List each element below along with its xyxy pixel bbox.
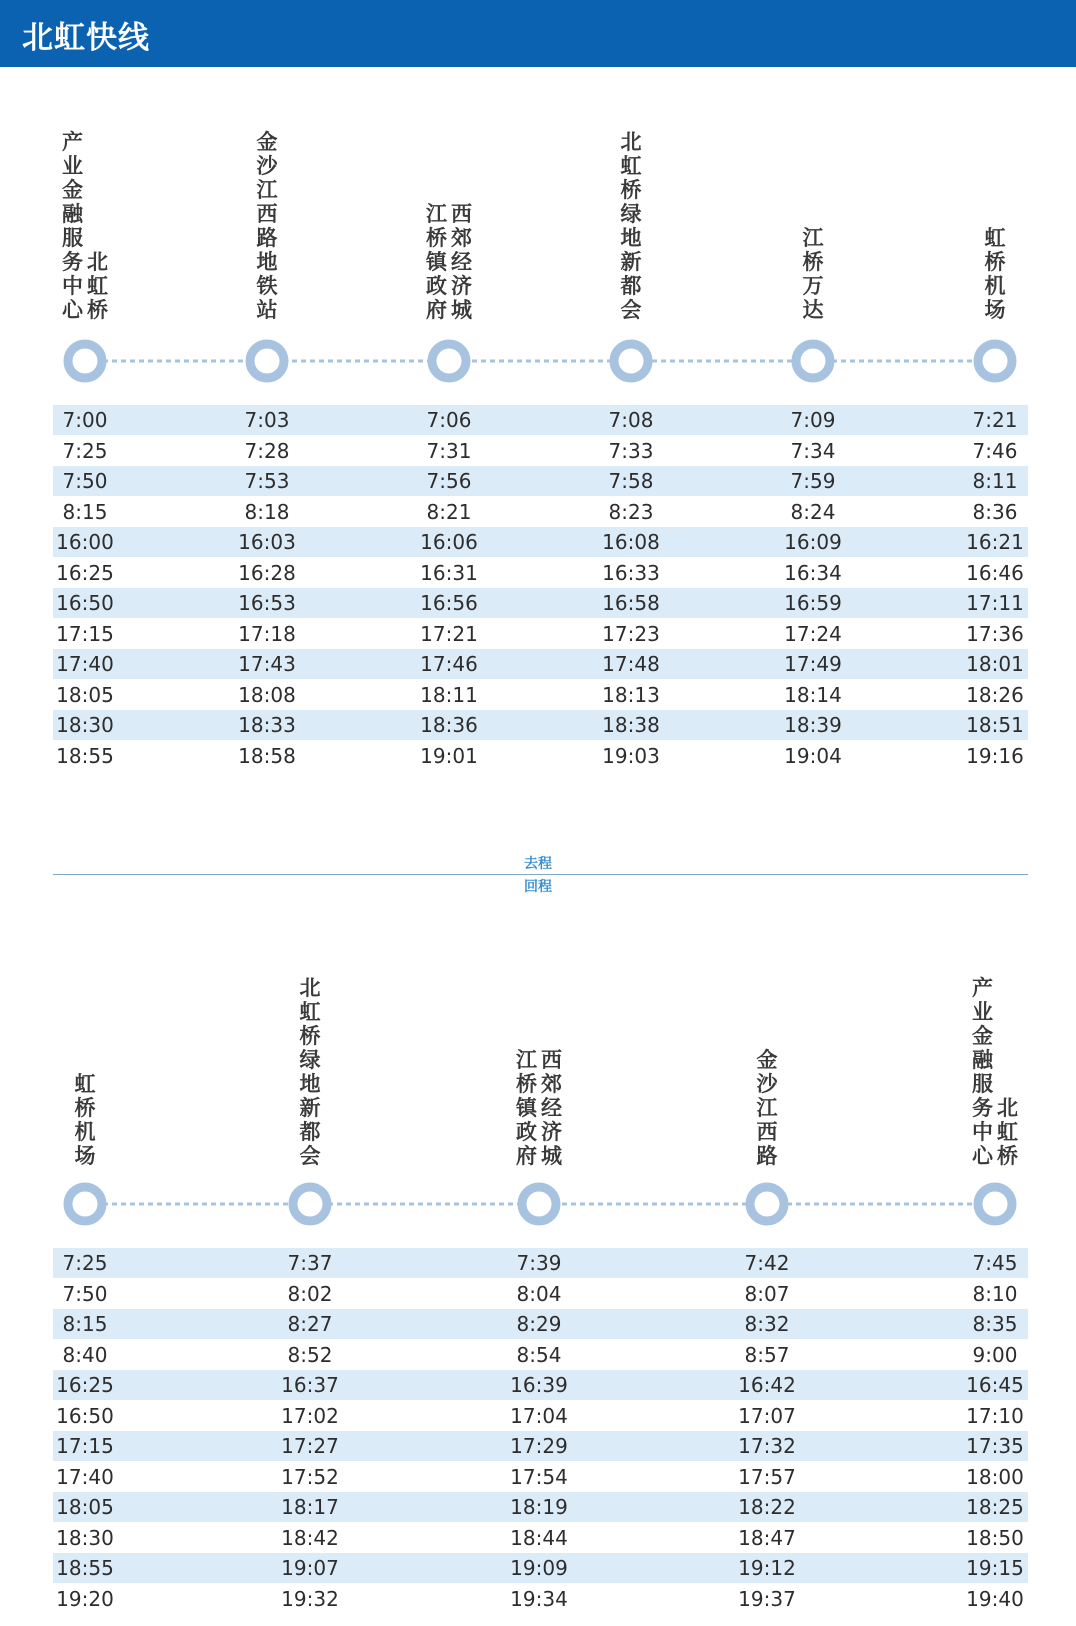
station-name-column: 产 业 金 融 服 务 中 心 <box>972 976 993 1168</box>
time-cell: 16:42 <box>738 1373 796 1397</box>
station-dot <box>750 1187 784 1221</box>
time-cell: 18:33 <box>238 713 296 737</box>
time-cell: 19:20 <box>56 1586 114 1611</box>
time-cell: 16:09 <box>784 530 842 554</box>
time-cell: 16:53 <box>238 591 296 615</box>
time-cell: 8:15 <box>62 1312 108 1336</box>
time-cell: 16:25 <box>56 560 114 585</box>
time-cell: 7:00 <box>62 408 108 432</box>
time-cell: 17:24 <box>784 621 842 646</box>
time-cell: 16:58 <box>602 591 660 615</box>
table-row <box>53 1340 1028 1370</box>
time-cell: 17:54 <box>510 1464 568 1489</box>
time-cell: 16:37 <box>281 1373 339 1397</box>
time-cell: 18:05 <box>56 1495 114 1519</box>
time-cell: 16:39 <box>510 1373 568 1397</box>
time-cell: 18:00 <box>966 1464 1024 1489</box>
time-cell: 7:08 <box>608 408 654 432</box>
station-name-column: 产 业 金 融 服 务 中 心 <box>62 130 83 322</box>
time-cell: 8:52 <box>287 1342 333 1367</box>
station-name-column: 虹 桥 机 场 <box>74 1072 96 1168</box>
time-cell: 8:21 <box>426 499 472 524</box>
station-name-column: 江 桥 镇 政 府 <box>426 202 447 322</box>
time-cell: 18:51 <box>966 713 1024 737</box>
time-cell: 18:01 <box>966 652 1024 676</box>
station-dot <box>522 1187 556 1221</box>
time-cell: 8:32 <box>744 1312 790 1336</box>
time-cell: 18:38 <box>602 713 660 737</box>
time-cell: 7:31 <box>426 438 472 463</box>
time-cell: 7:34 <box>790 438 836 463</box>
time-cell: 19:40 <box>966 1586 1024 1611</box>
table-row <box>53 1462 1028 1492</box>
station-name-column: 北 虹 桥 绿 地 新 都 会 <box>299 976 321 1168</box>
time-cell: 7:42 <box>744 1251 790 1275</box>
station-name-column: 北 虹 桥 <box>997 1096 1018 1168</box>
time-cell: 17:35 <box>966 1434 1024 1458</box>
time-cell: 18:08 <box>238 682 296 707</box>
time-cell: 18:05 <box>56 682 114 707</box>
station-name-column: 北 虹 桥 <box>87 250 108 322</box>
time-cell: 18:30 <box>56 1525 114 1550</box>
time-cell: 16:06 <box>420 530 478 554</box>
time-cell: 8:10 <box>972 1281 1018 1306</box>
time-cell: 8:24 <box>790 499 836 524</box>
time-cell: 8:18 <box>244 499 290 524</box>
station-dot <box>978 1187 1012 1221</box>
time-cell: 18:50 <box>966 1525 1024 1550</box>
time-cell: 19:32 <box>281 1586 339 1611</box>
time-cell: 17:46 <box>420 652 478 676</box>
time-cell: 17:10 <box>966 1403 1024 1428</box>
time-cell: 7:39 <box>516 1251 562 1275</box>
time-cell: 16:00 <box>56 530 114 554</box>
time-cell: 16:03 <box>238 530 296 554</box>
time-cell: 16:25 <box>56 1373 114 1397</box>
station-name-column: 北 虹 桥 绿 地 新 都 会 <box>620 130 642 322</box>
table-row <box>53 1431 1028 1461</box>
time-cell: 17:02 <box>281 1403 339 1428</box>
return-label: 回程 <box>524 879 552 895</box>
time-cell: 18:14 <box>784 682 842 707</box>
time-cell: 17:57 <box>738 1464 796 1489</box>
time-cell: 9:00 <box>972 1342 1018 1367</box>
time-cell: 7:50 <box>62 469 108 493</box>
time-cell: 17:48 <box>602 652 660 676</box>
time-cell: 19:01 <box>420 743 478 768</box>
time-cell: 7:59 <box>790 469 836 493</box>
time-cell: 8:04 <box>516 1281 562 1306</box>
time-cell: 18:22 <box>738 1495 796 1519</box>
table-row <box>53 1553 1028 1583</box>
time-cell: 7:46 <box>972 438 1018 463</box>
time-cell: 18:42 <box>281 1525 339 1550</box>
time-cell: 7:50 <box>62 1281 108 1306</box>
page-title: 北虹快线 <box>22 20 150 56</box>
time-cell: 17:43 <box>238 652 296 676</box>
time-cell: 17:40 <box>56 652 114 676</box>
time-cell: 16:31 <box>420 560 478 585</box>
time-cell: 17:49 <box>784 652 842 676</box>
time-cell: 8:57 <box>744 1342 790 1367</box>
time-cell: 7:56 <box>426 469 472 493</box>
station-name-column: 金 沙 江 西 路 地 铁 站 <box>256 130 278 322</box>
time-cell: 16:08 <box>602 530 660 554</box>
time-cell: 18:13 <box>602 682 660 707</box>
time-cell: 17:27 <box>281 1434 339 1458</box>
time-cell: 7:25 <box>62 438 108 463</box>
time-cell: 16:28 <box>238 560 296 585</box>
time-cell: 17:32 <box>738 1434 796 1458</box>
time-cell: 8:23 <box>608 499 654 524</box>
time-cell: 19:03 <box>602 743 660 768</box>
time-cell: 18:58 <box>238 743 296 768</box>
time-cell: 17:15 <box>56 1434 114 1458</box>
time-cell: 19:04 <box>784 743 842 768</box>
time-cell: 18:17 <box>281 1495 339 1519</box>
time-cell: 19:12 <box>738 1556 796 1580</box>
time-cell: 19:34 <box>510 1586 568 1611</box>
time-cell: 16:50 <box>56 1403 114 1428</box>
time-cell: 7:33 <box>608 438 654 463</box>
time-cell: 17:04 <box>510 1403 568 1428</box>
time-cell: 7:25 <box>62 1251 108 1275</box>
time-cell: 17:23 <box>602 621 660 646</box>
time-cell: 17:52 <box>281 1464 339 1489</box>
time-cell: 8:29 <box>516 1312 562 1336</box>
time-cell: 7:21 <box>972 408 1018 432</box>
time-cell: 19:07 <box>281 1556 339 1580</box>
table-row <box>53 1248 1028 1278</box>
time-cell: 16:56 <box>420 591 478 615</box>
time-cell: 19:15 <box>966 1556 1024 1580</box>
station-name-column: 江 桥 镇 政 府 <box>516 1048 537 1168</box>
outbound-label: 去程 <box>524 856 552 872</box>
table-row <box>53 1309 1028 1339</box>
station-dot <box>68 1187 102 1221</box>
time-cell: 17:07 <box>738 1403 796 1428</box>
station-name-column: 虹 桥 机 场 <box>984 226 1006 322</box>
time-cell: 18:25 <box>966 1495 1024 1519</box>
station-name-column: 西 郊 经 济 城 <box>451 202 472 322</box>
time-cell: 7:53 <box>244 469 290 493</box>
time-cell: 8:36 <box>972 499 1018 524</box>
time-cell: 7:45 <box>972 1251 1018 1275</box>
time-cell: 18:26 <box>966 682 1024 707</box>
time-cell: 18:19 <box>510 1495 568 1519</box>
table-row <box>53 1584 1028 1614</box>
station-name-column: 金 沙 江 西 路 <box>756 1048 778 1168</box>
time-cell: 17:40 <box>56 1464 114 1489</box>
time-cell: 18:36 <box>420 713 478 737</box>
time-cell: 7:28 <box>244 438 290 463</box>
time-cell: 18:55 <box>56 743 114 768</box>
time-cell: 18:55 <box>56 1556 114 1580</box>
time-cell: 8:15 <box>62 499 108 524</box>
station-name-column: 西 郊 经 济 城 <box>541 1048 562 1168</box>
time-cell: 16:21 <box>966 530 1024 554</box>
time-cell: 7:03 <box>244 408 290 432</box>
time-cell: 18:39 <box>784 713 842 737</box>
time-cell: 17:18 <box>238 621 296 646</box>
time-cell: 18:11 <box>420 682 478 707</box>
time-cell: 18:47 <box>738 1525 796 1550</box>
table-row <box>53 1279 1028 1309</box>
time-cell: 19:16 <box>966 743 1024 768</box>
time-cell: 17:11 <box>966 591 1024 615</box>
time-cell: 16:46 <box>966 560 1024 585</box>
time-cell: 16:45 <box>966 1373 1024 1397</box>
time-cell: 7:58 <box>608 469 654 493</box>
time-cell: 7:37 <box>287 1251 333 1275</box>
time-cell: 7:09 <box>790 408 836 432</box>
time-cell: 8:54 <box>516 1342 562 1367</box>
time-cell: 8:11 <box>972 469 1018 493</box>
table-row <box>53 1523 1028 1553</box>
station-name-column: 江 桥 万 达 <box>802 226 824 322</box>
time-cell: 17:29 <box>510 1434 568 1458</box>
time-cell: 17:15 <box>56 621 114 646</box>
time-cell: 16:50 <box>56 591 114 615</box>
time-cell: 8:07 <box>744 1281 790 1306</box>
time-cell: 7:06 <box>426 408 472 432</box>
time-cell: 16:34 <box>784 560 842 585</box>
time-cell: 18:44 <box>510 1525 568 1550</box>
table-row <box>53 1370 1028 1400</box>
time-cell: 17:36 <box>966 621 1024 646</box>
time-cell: 18:30 <box>56 713 114 737</box>
time-cell: 16:33 <box>602 560 660 585</box>
table-row <box>53 1401 1028 1431</box>
time-cell: 19:37 <box>738 1586 796 1611</box>
time-cell: 8:02 <box>287 1281 333 1306</box>
time-cell: 8:27 <box>287 1312 333 1336</box>
table-row <box>53 1492 1028 1522</box>
time-cell: 16:59 <box>784 591 842 615</box>
time-cell: 8:35 <box>972 1312 1018 1336</box>
time-cell: 17:21 <box>420 621 478 646</box>
time-cell: 19:09 <box>510 1556 568 1580</box>
time-cell: 8:40 <box>62 1342 108 1367</box>
station-dot <box>293 1187 327 1221</box>
